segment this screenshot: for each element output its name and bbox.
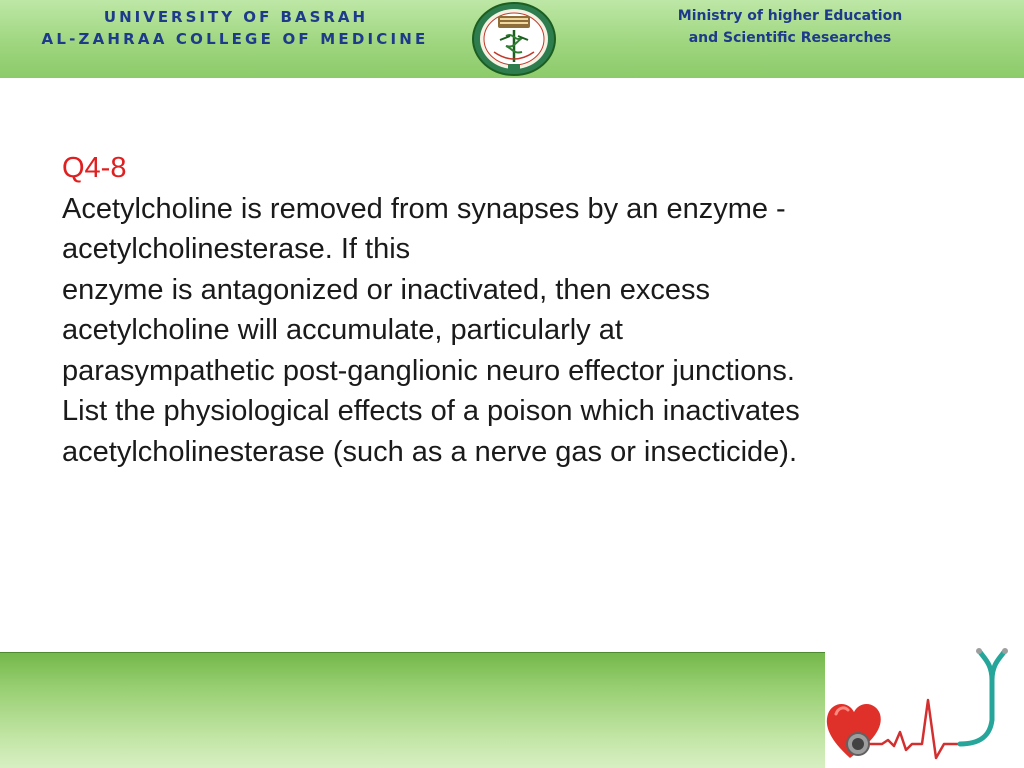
question-line: acetylcholinesterase. If this	[62, 233, 411, 265]
question-number: Q4-8	[62, 152, 127, 184]
question-text-block	[62, 148, 962, 472]
header-band	[0, 0, 1024, 78]
ministry-line-2: and Scientific Researches	[688, 30, 892, 46]
footer-band	[0, 652, 825, 768]
ministry-name	[640, 5, 940, 49]
institution-name	[0, 6, 470, 50]
heart-stethoscope-ecg-icon	[820, 640, 1024, 768]
question-line: acetylcholinesterase (such as a nerve gas or insecticide).	[62, 435, 798, 468]
question-line: acetylcholine will accumulate, particularly at	[62, 314, 623, 346]
question-line: List the physiological effects of a poison which inactivates	[62, 395, 800, 427]
question-line: parasympathetic post-ganglionic neuro effector junctions.	[62, 354, 795, 387]
question-line: Acetylcholine is removed from synapses by an enzyme -	[62, 192, 786, 225]
college-name: AL-ZAHRAA COLLEGE OF MEDICINE	[41, 30, 429, 48]
university-name: UNIVERSITY OF BASRAH	[103, 8, 369, 26]
question-line: enzyme is antagonized or inactivated, then excess	[62, 273, 711, 306]
ministry-line-1: Ministry of higher Education	[677, 8, 903, 24]
college-seal-logo	[470, 2, 558, 76]
